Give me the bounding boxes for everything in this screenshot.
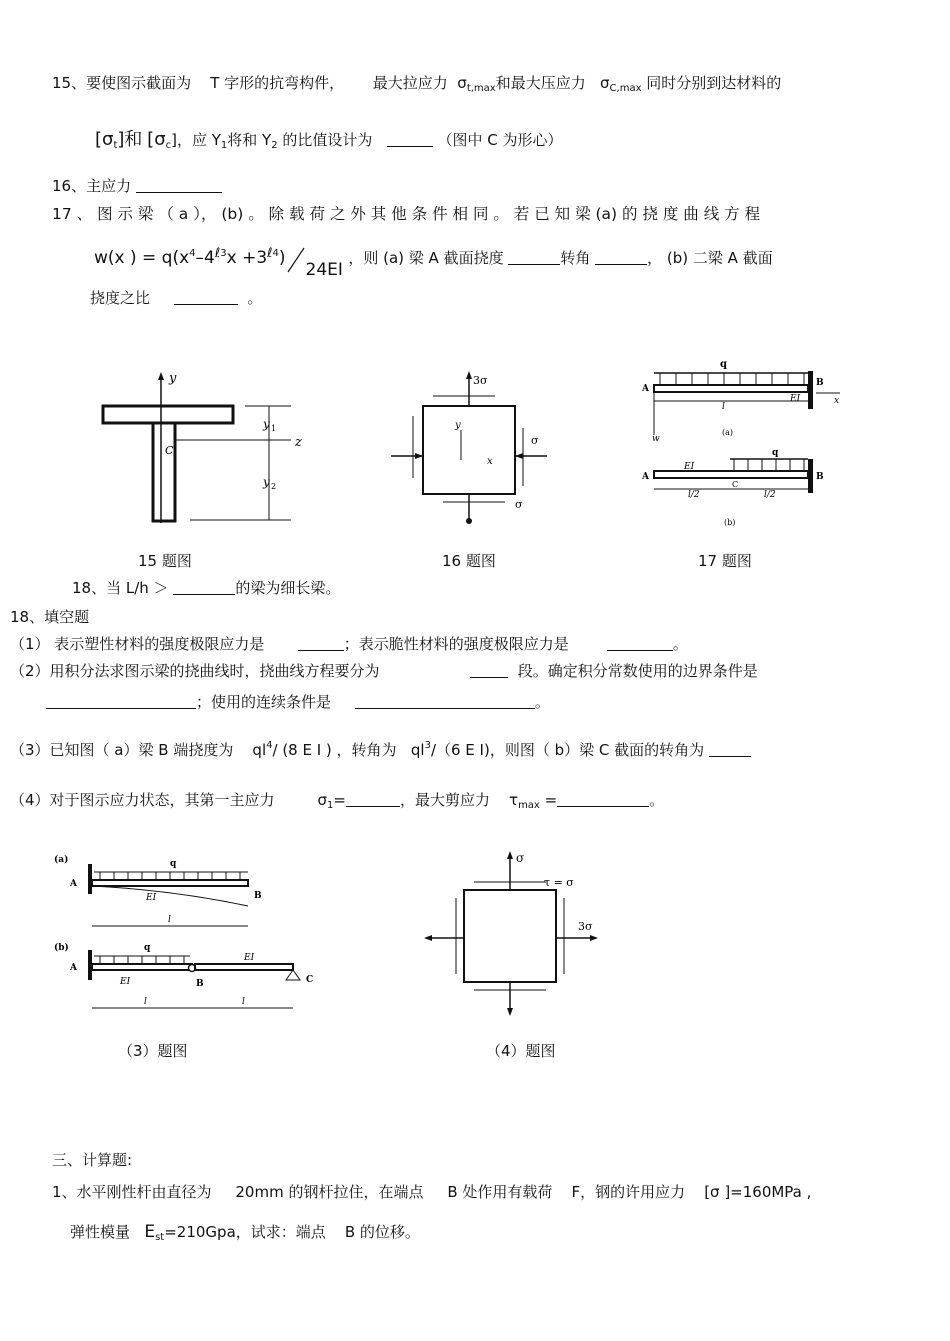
stress-element-16 [385, 368, 555, 530]
q18-text: = [333, 791, 346, 809]
stress-label: 3σ [473, 374, 488, 387]
ei-label: EI [120, 977, 131, 987]
fixed-support [808, 459, 813, 493]
q15-line1 [52, 73, 781, 99]
answer-blank[interactable] [595, 250, 647, 265]
stress-label: σ [515, 498, 523, 511]
caption-16: 16 题图 [442, 552, 496, 570]
caption-3: （3）题图 [118, 1042, 188, 1060]
distributed-load-arrows [734, 459, 804, 471]
flange [103, 406, 233, 423]
sec3-text: 弹性模量 [70, 1223, 131, 1241]
ei-label: EI [684, 462, 695, 472]
answer-blank[interactable] [174, 290, 238, 305]
beam-a [92, 880, 248, 886]
formula-part: x +3 [226, 248, 268, 268]
x-label: x [487, 456, 493, 467]
caption-15: 15 题图 [138, 552, 192, 570]
q18-text: ；使用的连续条件是 [196, 693, 332, 711]
q18-text: 段。确定积分常数使用的边界条件是 [517, 662, 758, 680]
load-label: q [170, 859, 177, 869]
answer-blank[interactable] [607, 636, 673, 651]
arrow-up-icon [466, 371, 472, 379]
q18-text: （1） 表示塑性材料的强度极限应力是 [10, 635, 265, 653]
answer-blank[interactable] [298, 636, 344, 651]
stress-label: 3σ [578, 920, 593, 933]
stress-element-4 [420, 848, 605, 1018]
distributed-load-arrows [94, 956, 190, 964]
point-a: A [70, 963, 77, 973]
sec3-p2 [70, 1222, 420, 1248]
q18-text: / (8 E I ) ，转角为 [272, 741, 397, 759]
q18-text: （2）用积分法求图示梁的挠曲线时，挠曲线方程要分为 [10, 662, 380, 680]
q17-line3 [90, 288, 262, 308]
q18-text: /（6 E I)，则图（ b）梁 C 截面的转角为 [430, 741, 705, 759]
q17-text: 转角 [560, 249, 591, 267]
q15-text: 同时分别到达材料的 [646, 74, 782, 92]
q18-p2-line2 [46, 692, 550, 712]
q18-p2 [10, 661, 758, 681]
distributed-load-arrows [660, 373, 804, 385]
q18-formula: ql [410, 741, 425, 759]
length-label: l [722, 402, 725, 412]
q18-p3 [10, 736, 751, 760]
sigma-symbol: σ [457, 74, 467, 92]
q18a-text: 的梁为细长梁。 [235, 579, 341, 597]
arrow-down-icon [466, 518, 472, 524]
load-label: q [720, 359, 727, 370]
answer-blank[interactable] [355, 694, 535, 709]
tau-symbol: τ [509, 791, 519, 809]
subscript: max [518, 800, 540, 811]
section-3-title: 三、计算题: [52, 1151, 133, 1169]
q18-text: ，最大剪应力 [399, 791, 490, 809]
beam-b-right [195, 964, 293, 970]
beam-b [654, 471, 808, 478]
formula-part: w(x ) = q(x [94, 248, 190, 268]
q15-text: T 字形的抗弯构件， [210, 74, 345, 92]
q15-text: ]和 [117, 129, 143, 150]
point-c: C [306, 975, 314, 985]
formula-part: –4 [195, 248, 215, 268]
half-length: l/2 [764, 490, 776, 500]
sec3-p1 [52, 1182, 811, 1202]
answer-blank[interactable] [346, 792, 400, 807]
label-b: (b) [724, 518, 736, 527]
point-b: B [254, 891, 262, 901]
roller-support-icon [286, 970, 300, 980]
deflection-curve [92, 886, 248, 906]
q18-text: （4）对于图示应力状态，其第一主应力 [10, 791, 275, 809]
beam-b-left [92, 964, 192, 970]
z-axis-label: z [295, 435, 302, 450]
fixed-support [808, 371, 813, 409]
sec3-text: F，钢的许用应力 [571, 1183, 686, 1201]
q15-text: 的比值设计为 [282, 131, 373, 149]
q17-line2 [94, 244, 773, 280]
point-b: B [816, 472, 824, 482]
length-label: l [242, 997, 245, 1007]
sec3-text: 20mm 的钢杆拉住，在端点 [235, 1183, 424, 1201]
beams-figure-3 [52, 850, 327, 1020]
subscript: C,max [609, 83, 642, 94]
q17-text: 。 [247, 289, 263, 307]
q18-text: ；表示脆性材料的强度极限应力是 [343, 635, 569, 653]
y1-label: y [263, 417, 270, 431]
q16-text: 16、主应力 [52, 177, 132, 195]
q15-text: 将和 Y [227, 131, 272, 149]
q16-line [52, 176, 222, 196]
sec3-text: =210Gpa，试求：端点 [164, 1223, 326, 1241]
subscript: st [155, 1232, 165, 1243]
fraction-slash [286, 247, 306, 273]
beam-a [654, 385, 808, 392]
caption-17: 17 题图 [698, 552, 752, 570]
superscript: 4 [266, 740, 273, 751]
answer-blank[interactable] [709, 742, 751, 757]
sec3-text: B 的位移。 [344, 1223, 420, 1241]
arrow-up-icon [507, 851, 513, 859]
point-c: C [732, 480, 739, 489]
q18-p4 [10, 790, 664, 816]
deflection-formula: w(x ) = $q(x^4-4^{\ell 3}x +3^{\ell 4})24EI$ [94, 246, 343, 280]
q15-text: ]，应 Y [171, 131, 221, 149]
q17-text: ，则 (a) 梁 A 截面挠度 [348, 249, 504, 267]
element-square [423, 406, 515, 494]
superscript: 4 [272, 248, 279, 259]
q15-number: 15、 [52, 74, 87, 92]
point-a: A [642, 472, 649, 482]
allowable-stress-c: [σ [147, 129, 166, 150]
subscript: c [165, 140, 172, 151]
arrow-icon [158, 372, 164, 380]
superscript: 4 [189, 248, 196, 259]
label-a: (a) [54, 855, 69, 865]
q18-title: 18、填空题 [10, 608, 90, 626]
q15-text: （图中 C 为形心） [437, 131, 563, 149]
stress-label: σ [516, 851, 525, 865]
subscript: 1 [220, 140, 228, 151]
answer-blank[interactable] [508, 250, 560, 265]
y2-label: y [263, 475, 270, 489]
ei-label: EI [790, 394, 801, 404]
stress-label: σ [531, 434, 539, 447]
w-label: w [652, 434, 660, 444]
subscript: t,max [466, 83, 496, 94]
q18-text: 。 [672, 635, 688, 653]
sec3-text: 1、水平刚性杆由直径为 [52, 1183, 212, 1201]
sec3-text: [σ ]=160MPa , [704, 1183, 812, 1201]
sigma-symbol: σ [317, 791, 327, 809]
ei-label: EI [244, 953, 255, 963]
q15-line2 [95, 130, 563, 156]
q17-text: 挠度之比 [90, 289, 151, 307]
arrow-right-icon [590, 935, 598, 941]
y2-sub: 2 [271, 482, 277, 491]
q18-text: 。 [534, 693, 550, 711]
q18-p1 [10, 634, 688, 654]
centroid-label: C [165, 444, 174, 457]
load-label: q [144, 943, 151, 953]
modulus-symbol: E [144, 1222, 156, 1242]
subscript: t [113, 140, 118, 151]
point-b: B [196, 979, 204, 989]
q18a-text: 18、当 L/h ＞ [72, 579, 169, 597]
q17-line1 [52, 204, 760, 224]
t-section-figure [95, 368, 310, 530]
y1-sub: 1 [271, 424, 277, 433]
q18-text: 。 [649, 791, 665, 809]
sec3-text: B 处作用有载荷 [447, 1183, 553, 1201]
arrow-left-icon [515, 453, 523, 459]
q18-text: （3）已知图（ a）梁 B 端挠度为 [10, 741, 234, 759]
q18-formula: ql [252, 741, 267, 759]
answer-blank[interactable] [557, 792, 649, 807]
point-a: A [70, 879, 77, 889]
ell-symbol: ℓ [267, 246, 273, 261]
arrow-left-icon [424, 935, 432, 941]
y-axis-label: y [169, 371, 177, 386]
length-label: l [144, 997, 147, 1007]
element-square [464, 890, 556, 982]
answer-blank[interactable] [46, 694, 196, 709]
label-a: (a) [722, 428, 734, 437]
caption-4: （4）题图 [486, 1042, 556, 1060]
shear-label: τ = σ [544, 876, 574, 889]
y-label: y [455, 420, 461, 431]
label-b: (b) [54, 943, 69, 953]
answer-blank[interactable] [173, 580, 235, 595]
arrow-down-icon [507, 1008, 513, 1016]
q18-text: = [539, 791, 558, 809]
q15-text: 和最大压应力 [495, 74, 586, 92]
q17-text: ， (b) 二梁 A 截面 [647, 249, 773, 267]
answer-blank[interactable] [470, 663, 508, 678]
web [153, 423, 175, 521]
superscript: 3 [424, 740, 431, 751]
ell-symbol: ℓ [214, 246, 221, 261]
allowable-stress-t: [σ [95, 129, 114, 150]
q15-text: 要使图示截面为 [86, 74, 192, 92]
point-a: A [642, 384, 649, 394]
q17-text: 17 、 图 示 梁 （ a ）， (b) 。 除 载 荷 之 外 其 他 条 件 相 同 。 若 已 知 梁 (a) 的 挠 度 曲 线 方 程 [52, 205, 761, 223]
superscript: 3 [220, 248, 227, 259]
subscript: 1 [326, 800, 334, 811]
distributed-load-arrows [94, 872, 248, 880]
formula-denominator: 24EI [305, 260, 343, 280]
beams-figure-17 [638, 355, 848, 530]
length-label: l [168, 915, 171, 925]
answer-blank[interactable] [387, 132, 433, 147]
ei-label: EI [146, 893, 157, 903]
q15-text: 最大拉应力 [372, 74, 448, 92]
subscript: 2 [271, 140, 278, 151]
q18-slender [72, 578, 340, 598]
half-length: l/2 [688, 490, 700, 500]
x-label: x [834, 396, 840, 406]
answer-blank[interactable] [136, 178, 222, 193]
point-b: B [816, 378, 824, 388]
sigma-symbol: σ [600, 74, 610, 92]
load-label: q [772, 448, 779, 458]
arrow-right-icon [415, 453, 423, 459]
